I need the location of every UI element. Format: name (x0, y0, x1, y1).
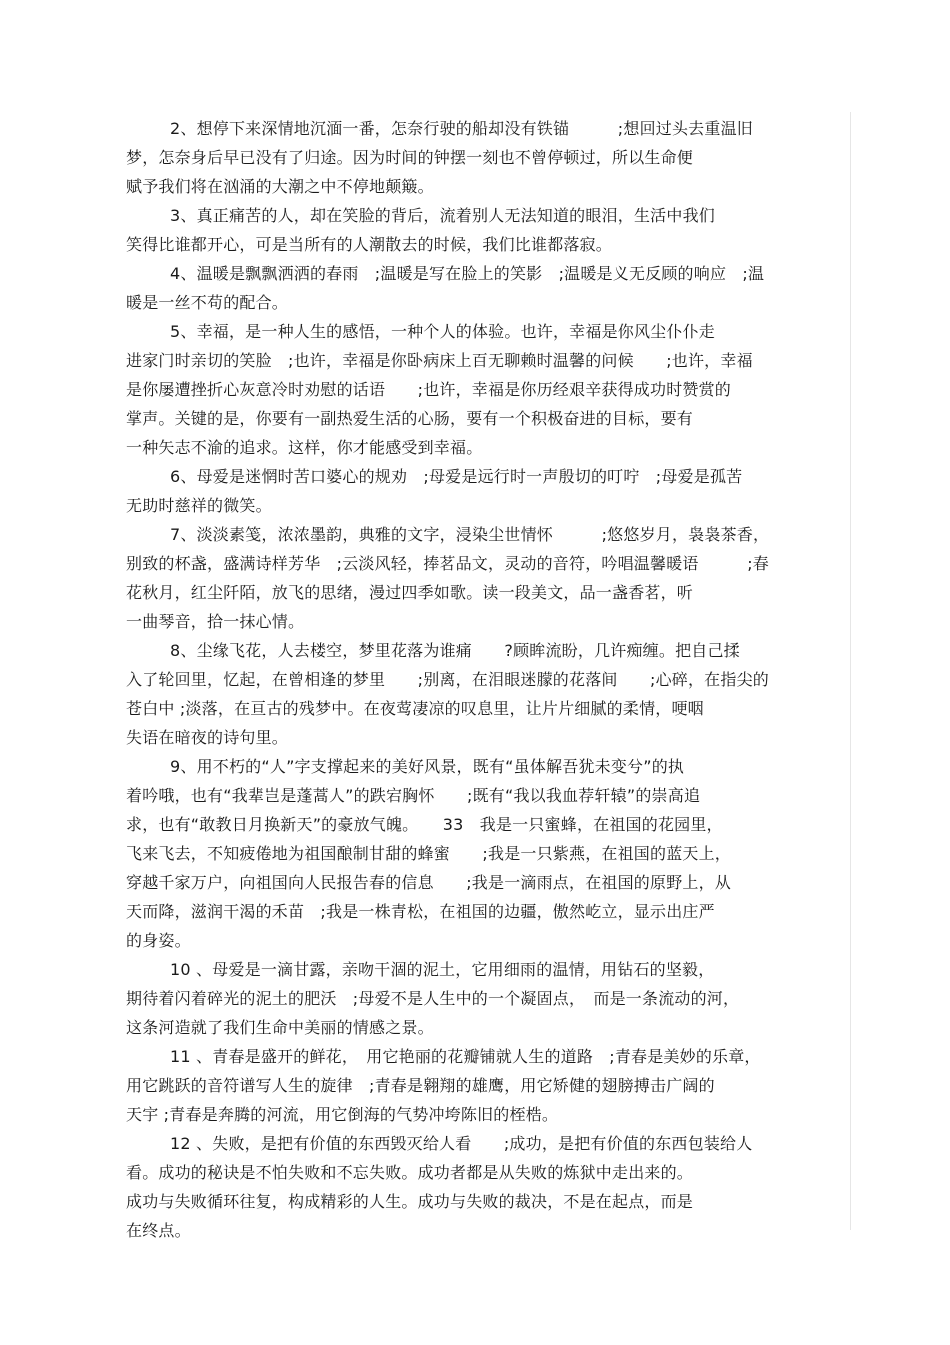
text-line: 掌声。关键的是，你要有一副热爱生活的心肠，要有一个积极奋进的目标，要有 (126, 409, 694, 428)
text-line: 笑得比谁都开心，可是当所有的人潮散去的时候，我们比谁都落寂。 (126, 235, 613, 254)
text-line: 穿越千家万户，向祖国向人民报告春的信息 ;我是一滴雨点，在祖国的原野上，从 (126, 873, 731, 892)
text-line: 4、温暖是飘飘洒洒的春雨 ;温暖是写在脸上的笑影 ;温暖是义无反顾的响应 ;温 (170, 264, 765, 283)
text-line: 的身姿。 (126, 931, 191, 950)
text-line: 求，也有“敢教日月换新天”的豪放气魄。 33 我是一只蜜蜂，在祖国的花园里， (126, 815, 723, 834)
text-line: 12 、失败，是把有价值的东西毁灭给人看 ;成功，是把有价值的东西包装给人 (170, 1134, 753, 1153)
text-line: 梦，怎奈身后早已没有了归途。因为时间的钟摆一刻也不曾停顿过，所以生命便 (126, 148, 694, 167)
text-line: 暖是一丝不苟的配合。 (126, 293, 289, 312)
text-line: 3、真正痛苦的人，却在笑脸的背后，流着别人无法知道的眼泪，生活中我们 (170, 206, 715, 225)
text-line: 10 、母爱是一滴甘露，亲吻干涸的泥土，它用细雨的温情，用钻石的坚毅， (170, 960, 715, 979)
text-line: 一种矢志不渝的追求。这样，你才能感受到幸福。 (126, 438, 483, 457)
text-line: 失语在暗夜的诗句里。 (126, 728, 289, 747)
text-line: 入了轮回里，忆起，在曾相逢的梦里 ;别离，在泪眼迷朦的花落间 ;心碎，在指尖的 (126, 670, 769, 689)
text-line: 一曲琴音，拾一抹心情。 (126, 612, 305, 631)
text-line: 这条河造就了我们生命中美丽的情感之景。 (126, 1018, 434, 1037)
text-line: 天而降，滋润干渴的禾苗 ;我是一株青松，在祖国的边疆，傲然屹立，显示出庄严 (126, 902, 715, 921)
text-line: 5、幸福，是一种人生的感悟，一种个人的体验。也许，幸福是你风尘仆仆走 (170, 322, 715, 341)
text-line: 是你屡遭挫折心灰意冷时劝慰的话语 ;也许，幸福是你历经艰辛获得成功时赞赏的 (126, 380, 731, 399)
text-line: 期待着闪着碎光的泥土的肥沃 ;母爱不是人生中的一个凝固点， 而是一条流动的河， (126, 989, 740, 1008)
text-line: 8、尘缘飞花，人去楼空，梦里花落为谁痛 ?顾眸流盼，几许痴缠。把自己揉 (170, 641, 740, 660)
text-line: 6、母爱是迷惘时苦口婆心的规劝 ;母爱是远行时一声殷切的叮咛 ;母爱是孤苦 (170, 467, 743, 486)
text-line: 苍白中 ;淡落，在亘古的残梦中。在夜莺凄凉的叹息里，让片片细腻的柔情，哽咽 (126, 699, 704, 718)
text-line: 进家门时亲切的笑脸 ;也许，幸福是你卧病床上百无聊赖时温馨的问候 ;也许，幸福 (126, 351, 753, 370)
text-line: 飞来飞去，不知疲倦地为祖国酿制甘甜的蜂蜜 ;我是一只紫燕，在祖国的蓝天上， (126, 844, 731, 863)
text-line: 别致的杯盏，盛满诗样芳华 ;云淡风轻，捧茗品文，灵动的音符，吟唱温馨暖语 ;春 (126, 554, 769, 573)
text-line: 11 、青春是盛开的鲜花， 用它艳丽的花瓣铺就人生的道路 ;青春是美妙的乐章， (170, 1047, 761, 1066)
text-line: 着吟哦，也有“我辈岂是蓬蒿人”的跌宕胸怀 ;既有“我以我血荐轩辕”的崇高追 (126, 786, 701, 805)
text-line: 7、淡淡素笺，浓浓墨韵，典雅的文字，浸染尘世情怀 ;悠悠岁月，袅袅茶香， (170, 525, 770, 544)
text-line: 看。成功的秘诀是不怕失败和不忘失败。成功者都是从失败的炼狱中走出来的。 (126, 1163, 694, 1182)
text-line: 成功与失败循环往复，构成精彩的人生。成功与失败的裁决，不是在起点，而是 (126, 1192, 694, 1211)
text-line: 9、用不朽的“人”字支撑起来的美好风景，既有“虽体解吾犹未变兮”的执 (170, 757, 685, 776)
text-line: 用它跳跃的音符谱写人生的旋律 ;青春是翱翔的雄鹰，用它矫健的翅膀搏击广阔的 (126, 1076, 715, 1095)
margin-rule (850, 112, 851, 1230)
text-line: 天宇 ;青春是奔腾的河流，用它倒海的气势冲垮陈旧的桎梏。 (126, 1105, 559, 1124)
text-line: 无助时慈祥的微笑。 (126, 496, 272, 515)
text-line: 赋予我们将在汹涌的大潮之中不停地颠簸。 (126, 177, 434, 196)
text-line: 花秋月，红尘阡陌，放飞的思绪，漫过四季如歌。读一段美文，品一盏香茗，听 (126, 583, 694, 602)
text-line: 2、想停下来深情地沉湎一番，怎奈行驶的船却没有铁锚 ;想回过头去重温旧 (170, 119, 753, 138)
text-line: 在终点。 (126, 1221, 191, 1240)
